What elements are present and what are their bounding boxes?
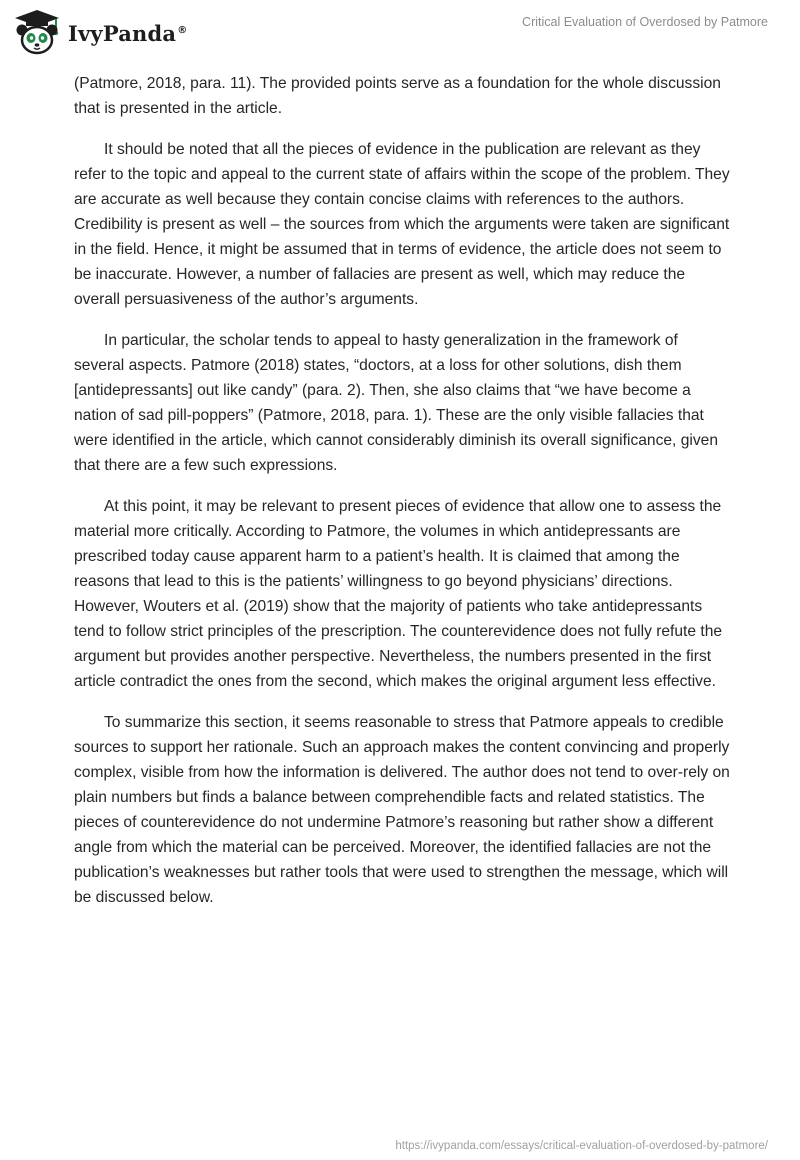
panda-graduate-icon (12, 8, 62, 56)
paragraph-3: In particular, the scholar tends to appeal to hasty generalization in the framework of several aspects. Patmore (2018) states, “doctors, at a loss for other solutions, dish them [antidepressants] out like candy” (para. 2). Then, she also claims that “we have become a nation of sad pill-poppers” (Patmore, 2018, para. 1). These are the only visible fallacies that were identified in the article, which cannot considerably diminish its overall significance, given that there are a few such expressions. (74, 332, 719, 474)
registered-mark: ® (177, 24, 188, 36)
paragraph-4: At this point, it may be relevant to present pieces of evidence that allow one to assess the material more critically. According to Patmore, the volumes in which antidepressants are prescribed today cause apparent harm to a patient’s health. It is claimed that among the reasons that lead to this is the patients’ willingness to go beyond physicians’ directions. However, Wouters et al. (2019) show that the majority of patients who take antidepressants tend to follow strict principles of the prescription. The counterevidence does not fully refute the argument but provides another perspective. Nevertheless, the numbers presented in the first article contradict the ones from the second, which makes the original argument less effective. (74, 498, 723, 690)
source-url[interactable]: https://ivypanda.com/essays/critical-evaluation-of-overdosed-by-patmore/ (395, 1140, 768, 1152)
brand-name: IvyPanda® (68, 20, 188, 46)
essay-body (74, 71, 730, 926)
paragraph-5: To summarize this section, it seems reasonable to stress that Patmore appeals to credible sources to support her rationale. Such an approach makes the content convincing and properly complex, visible from how the information is delivered. The author does not tend to over-rely on plain numbers but finds a balance between comprehendible facts and related statistics. The pieces of counterevidence do not undermine Patmore’s reasoning but rather show a different angle from which the material can be perceived. Moreover, the identified fallacies are not the publication’s weaknesses but rather tools that were used to strengthen the message, which will be discussed below. (74, 714, 730, 906)
paragraph-1: (Patmore, 2018, para. 11). The provided points serve as a foundation for the whole discussion that is presented in the article. (74, 75, 721, 117)
paragraph-2: It should be noted that all the pieces of evidence in the publication are relevant as they refer to the topic and appeal to the current state of affairs within the scope of the problem. They are accurate as well because they contain concise claims with references to the authors. Credibility is present as well – the sources from which the arguments were taken are significant in the field. Hence, it might be assumed that in terms of evidence, the article does not seem to be inaccurate. However, a number of fallacies are present as well, which may reduce the overall persuasiveness of the author’s arguments. (74, 141, 730, 308)
brand-logo[interactable] (12, 8, 187, 56)
document-title: Critical Evaluation of Overdosed by Patmore (522, 15, 768, 29)
page-header (0, 0, 800, 64)
